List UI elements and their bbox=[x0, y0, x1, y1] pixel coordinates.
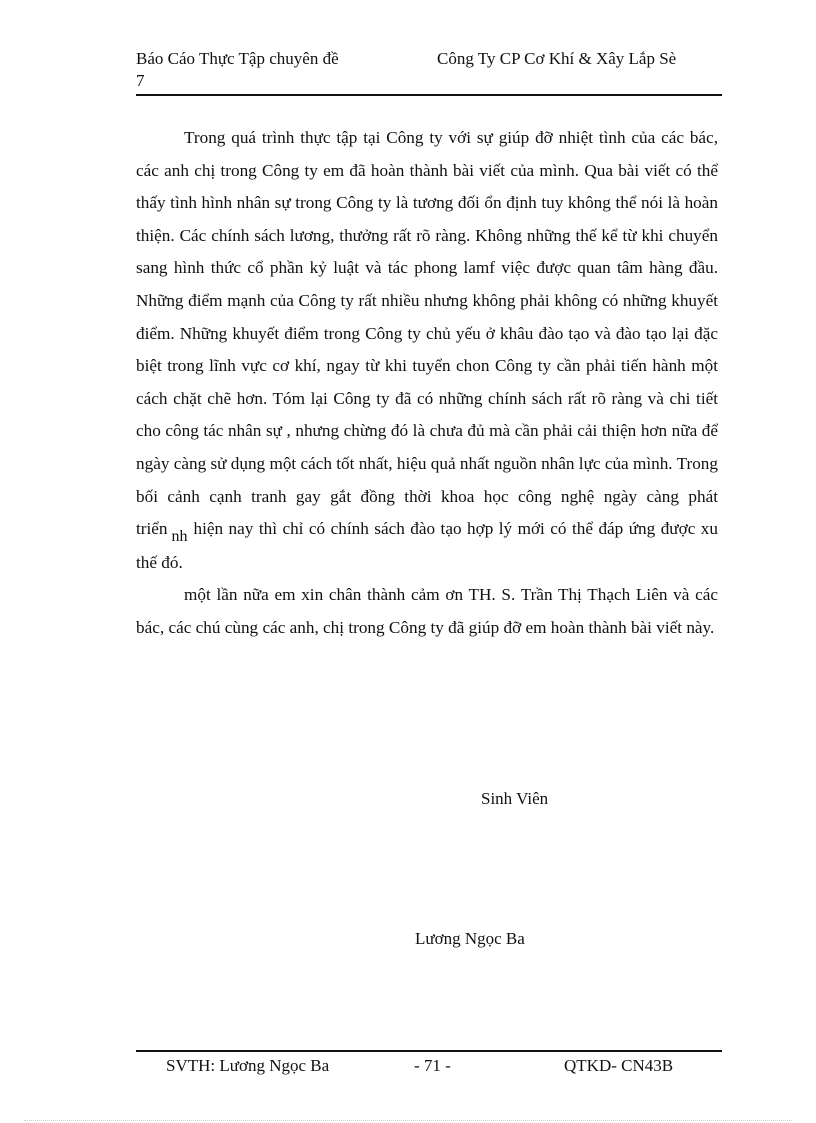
page-edge-divider bbox=[24, 1120, 792, 1121]
footer-class-code: QTKD- CN43B bbox=[564, 1056, 674, 1075]
body-paragraph-1-text-b: hiện nay thì chỉ có chính sách đào tạo hợp lý mới có thể đáp ứng được xu thế đó. bbox=[136, 519, 718, 572]
footer-student: SVTH: Lương Ngọc Ba bbox=[166, 1056, 330, 1075]
report-body bbox=[136, 122, 718, 645]
header-company-name: Công Ty CP Cơ Khí & Xây Lắp Sè bbox=[437, 49, 677, 68]
body-inline-fragment: nh bbox=[171, 528, 188, 546]
signature-name: Lương Ngọc Ba bbox=[415, 929, 525, 948]
footer-page-number: - 71 - bbox=[414, 1056, 451, 1075]
footer-divider bbox=[136, 1050, 722, 1052]
header-report-title: Báo Cáo Thực Tập chuyên đề 7 bbox=[136, 49, 339, 90]
page-header bbox=[136, 48, 722, 96]
signature-title: Sinh Viên bbox=[481, 789, 549, 808]
body-paragraph-2: một lần nữa em xin chân thành cảm ơn TH. S. Trần Thị Thạch Liên và các bác, các chú cùng các anh, chị trong Công ty đã giúp đỡ em hoàn thành bài viết này. bbox=[136, 585, 718, 637]
body-paragraph-1-text-a: Trong quá trình thực tập tại Công ty với sự giúp đỡ nhiệt tình của các bác, các anh chị trong Công ty em đã hoàn thành bài viết của mình. Qua bài viết có thể thấy tình hình nhân sự trong Công ty là tương đối ổn định tuy không thể nói là hoàn thiện. Các chính sách lương, thưởng rất rõ ràng. Không những thế kể từ khi chuyển sang hình thức cổ phần kỷ luật và tác phong lamf việc được quan tâm hàng đầu. Những điểm mạnh của Công ty rất nhiều nhưng không phải không có những khuyết điểm. Những khuyết điểm trong Công ty chủ yếu ở khâu đào tạo và đào tạo lại đặc biệt trong lĩnh vực cơ khí, ngay từ khi tuyển chon Công ty cần phải tiến hành một cách chặt chẽ hơn. Tóm lại Công ty đã có những chính sách rất rõ ràng và chi tiết cho công tác nhân sự , nhưng chừng đó là chưa đủ mà cần phải cải thiện hơn nữa để ngày càng sử dụng một cách tốt nhất, hiệu quả nhất nguồn nhân lực của mình. Trong bối cảnh cạnh tranh gay gắt đồng thời khoa học công nghệ ngày càng phát triển bbox=[136, 128, 718, 539]
body-paragraph-1 bbox=[136, 122, 718, 579]
